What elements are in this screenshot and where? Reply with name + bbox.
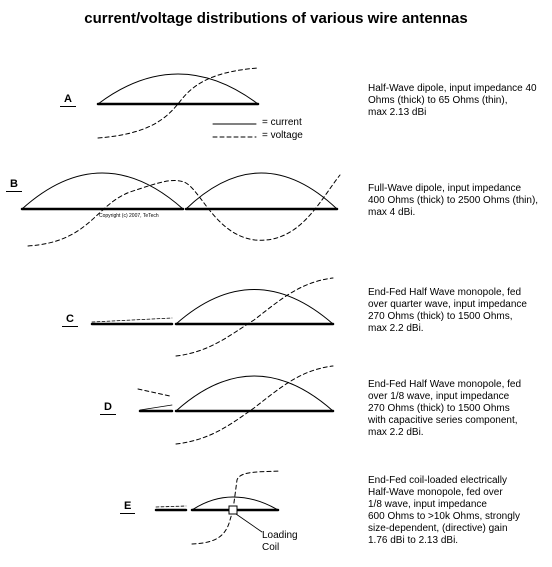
antenna-label-e: E bbox=[120, 500, 135, 514]
antenna-b-current-left bbox=[22, 173, 183, 209]
antenna-d-voltage bbox=[176, 366, 333, 444]
antenna-c-counterpoise-current bbox=[92, 318, 172, 322]
antenna-e-voltage-high bbox=[233, 471, 280, 510]
copyright-text: Copyright (c) 2007, TeTech bbox=[99, 213, 159, 219]
antenna-b-drawing bbox=[22, 173, 340, 246]
antenna-e-voltage-low bbox=[192, 510, 233, 544]
antenna-b-voltage bbox=[28, 175, 340, 246]
antenna-d-drawing bbox=[138, 366, 333, 444]
antenna-c-current bbox=[176, 290, 333, 325]
antenna-d-current bbox=[176, 376, 333, 411]
legend-voltage-label: = voltage bbox=[262, 130, 303, 141]
antenna-a-description: Half-Wave dipole, input impedance 40 Ohms (thick) to 65 Ohms (thin), max 2.13 dBi bbox=[368, 83, 537, 118]
antenna-e-counterpoise-current bbox=[156, 506, 186, 507]
loading-coil-label: Loading Coil bbox=[262, 530, 298, 553]
antenna-label-b: B bbox=[6, 178, 22, 192]
antenna-b-description: Full-Wave dipole, input impedance 400 Ohms (thick) to 2500 Ohms (thin), max 4 dBi. bbox=[368, 183, 539, 218]
antenna-label-a: A bbox=[60, 93, 76, 107]
legend-current-label: = current bbox=[262, 117, 302, 128]
loading-coil-leader bbox=[236, 514, 262, 532]
antenna-d-counterpoise-current bbox=[140, 405, 172, 410]
antenna-c-drawing bbox=[92, 278, 333, 356]
antenna-d-description: End-Fed Half Wave monopole, fed over 1/8 wave, input impedance 270 Ohms (thick) to 1500 Ohms with capacitive series component, max 2.2 dBi. bbox=[368, 379, 522, 438]
antenna-e-description: End-Fed coil-loaded electrically Half-Wave monopole, fed over 1/8 wave, input impedance 600 Ohms to >10k Ohms, strongly size-dependent, (directive) gain 1.76 dBi to 2.13 dBi. bbox=[368, 475, 521, 546]
antenna-label-d: D bbox=[100, 401, 116, 415]
antenna-d-counterpoise-voltage bbox=[138, 389, 170, 396]
loading-coil bbox=[229, 506, 237, 514]
antenna-b-current-right bbox=[186, 173, 337, 209]
page-title: current/voltage distributions of various wire antennas bbox=[84, 10, 468, 27]
antenna-c-description: End-Fed Half Wave monopole, fed over quarter wave, input impedance 270 Ohms (thick) to 1500 Ohms, max 2.2 dBi. bbox=[368, 287, 527, 334]
antenna-a-current bbox=[98, 74, 258, 104]
antenna-a-drawing bbox=[98, 68, 258, 138]
antenna-label-c: C bbox=[62, 313, 78, 327]
